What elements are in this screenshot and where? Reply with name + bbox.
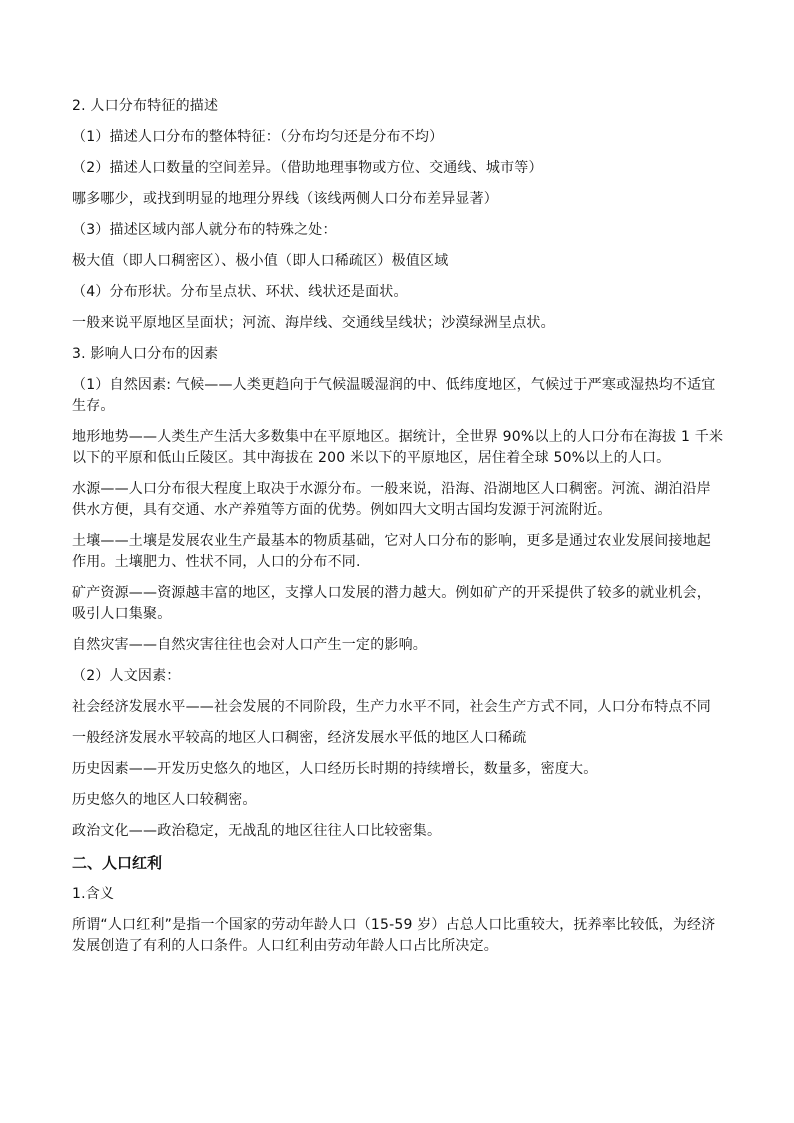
text-line: 一般来说平原地区呈面状；河流、海岸线、交通线呈线状；沙漠绿洲呈点状。 xyxy=(72,315,555,331)
document-body xyxy=(72,96,724,967)
text-line: 一般经济发展水平较高的地区人口稠密，经济发展水平低的地区人口稀疏 xyxy=(72,730,527,746)
paragraph-history: 历史因素——开发历史悠久的地区，人口经历长时期的持续增长，数量多，密度大。 xyxy=(72,761,598,777)
paragraph-mineral: 矿产资源——资源越丰富的地区，支撑人口发展的潜力越大。例如矿产的开采提供了较多的就业机会，吸引人口集聚。 xyxy=(72,585,711,622)
text-line: 极大值（即人口稠密区）、极小值（即人口稀疏区）极值区域 xyxy=(72,253,449,269)
paragraph-water: 水源——人口分布很大程度上取决于水源分布。一般来说，沿海、沿湖地区人口稠密。河流、湖泊沿岸供水方便，具有交通、水产养殖等方面的优势。例如四大文明古国均发源于河流附近。 xyxy=(72,481,711,518)
text-line: 历史悠久的地区人口较稠密。 xyxy=(72,792,257,808)
heading-influencing-factors: 3. 影响人口分布的因素 xyxy=(72,346,219,362)
paragraph-disaster: 自然灾害——自然灾害往往也会对人口产生一定的影响。 xyxy=(72,637,427,653)
definition-paragraph: 所谓“人口红利”是指一个国家的劳动年龄人口（15-59 岁）占总人口比重较大，抚养率比较低，为经济发展创造了有利的人口条件。人口红利由劳动年龄人口占比所决定。 xyxy=(72,917,716,954)
paragraph-politics: 政治文化——政治稳定，无战乱的地区往往人口比较密集。 xyxy=(72,823,442,839)
paragraph-economy: 社会经济发展水平——社会发展的不同阶段，生产力水平不同，社会生产方式不同，人口分布特点不同 xyxy=(72,699,711,715)
paragraph-terrain: 地形地势——人类生产生活大多数集中在平原地区。据统计，全世界 90%以上的人口分布在海拔 1 千米以下的平原和低山丘陵区。其中海拔在 200 米以下的平原地区，居住着全球 50%以上的人口。 xyxy=(72,429,724,466)
sub-heading: 1.含义 xyxy=(72,886,115,902)
section-heading: 二、人口红利 xyxy=(72,854,163,872)
text-line: （2）描述人口数量的空间差异。（借助地理事物或方位、交通线、城市等） xyxy=(72,160,543,176)
paragraph-soil: 土壤——土壤是发展农业生产最基本的物质基础，它对人口分布的影响，更多是通过农业发展间接地起作用。土壤肥力、性状不同，人口的分布不同. xyxy=(72,533,711,570)
text-line: （3）描述区域内部人就分布的特殊之处： xyxy=(72,222,337,238)
paragraph-climate: （1）自然因素: 气候——人类更趋向于气候温暖湿润的中、低纬度地区，气候过于严寒或湿热均不适宜生存。 xyxy=(72,377,716,414)
text-line: （4）分布形状。分布呈点状、环状、线状还是面状。 xyxy=(72,284,408,300)
text-line: （2）人文因素： xyxy=(72,668,181,684)
heading-population-distribution-description: 2. 人口分布特征的描述 xyxy=(72,98,219,114)
text-line: （1）描述人口分布的整体特征：（分布均匀还是分布不均） xyxy=(72,129,444,145)
text-line: 哪多哪少，或找到明显的地理分界线（该线两侧人口分布差异显著） xyxy=(72,191,498,207)
